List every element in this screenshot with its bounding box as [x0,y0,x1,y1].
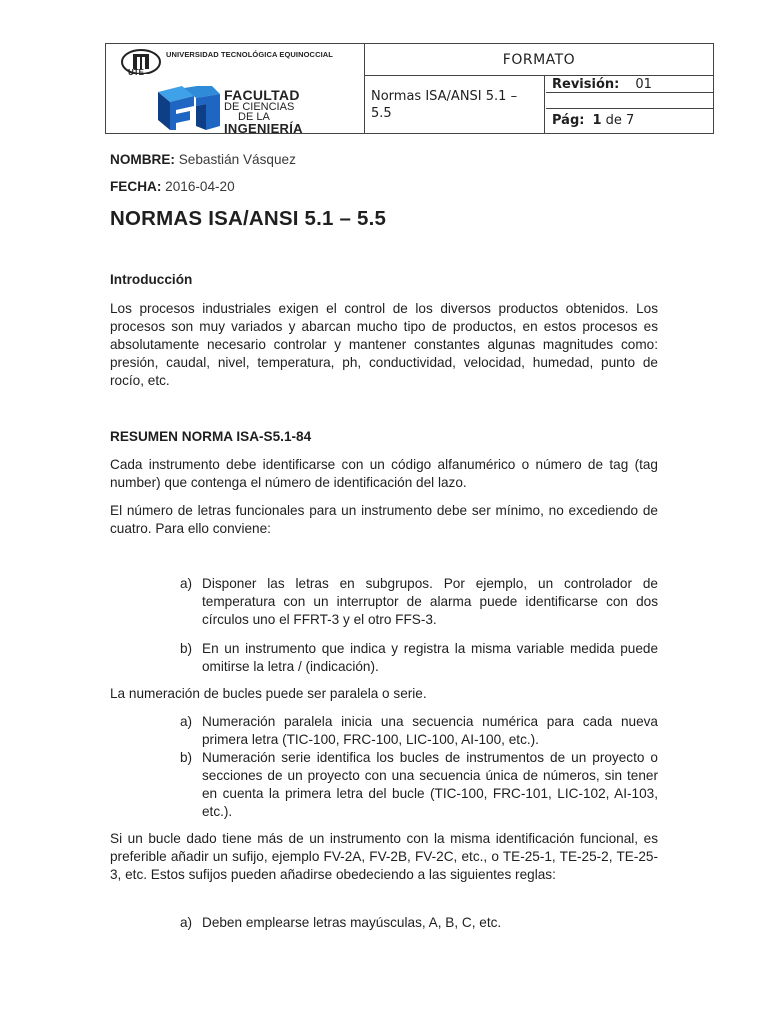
page-number: 1 [592,113,602,128]
list-marker: b) [180,641,193,656]
logo-cell [106,44,365,136]
university-name: UNIVERSIDAD TECNOLÓGICA EQUINOCCIAL [166,50,333,59]
summary-paragraph-1: Cada instrumento debe identificarse con un código alfanumérico o número de tag (tag number) que contenga el número de identificación del lazo. [110,457,658,490]
list-item [180,640,658,676]
list-marker: a) [180,714,193,729]
list-text: En un instrumento que indica y registra la misma variable medida puede omitirse la letra / (indicación). [202,641,658,674]
list-item [180,713,658,749]
revision-label: Revisión: [552,77,620,92]
ute-mark: UTE [128,68,144,77]
formato-cell: FORMATO [365,44,713,76]
list-text: Numeración paralela inicia una secuencia numérica para cada nueva primera letra (TIC-100, FRC-100, LIC-100, AI-100, etc.). [202,714,658,747]
list-marker: a) [180,915,193,930]
doc-title-cell: Normas ISA/ANSI 5.1 – 5.5 [365,76,545,133]
fecha-field [110,179,235,194]
list-item [180,575,658,629]
fecha-value: 2016-04-20 [165,179,235,194]
summary-paragraph-4: Si un bucle dado tiene más de un instrumento con la misma identificación funcional, es preferible añadir un sufijo, ejemplo FV-2A, FV-2B, FV-2C, etc., o TE-25-1, TE-25-2, TE-25-3, etc. Estos sufijos pueden añadirse obedeciendo a las siguientes reglas: [110,831,658,882]
summary-paragraph-2: El número de letras funcionales para un instrumento debe ser mínimo, no excediendo de cuatro. Para ello conviene: [110,503,658,536]
list-marker: a) [180,576,193,591]
list-marker: b) [180,750,193,765]
intro-paragraph: Los procesos industriales exigen el control de los diversos productos obtenidos. Los procesos son muy variados y abarcan mucho tipo de productos, en estos procesos es absolutamente necesario controlar y mantener constantes algunas magnitudes como: presión, caudal, nivel, temperatura, ph, conductividad, velocidad, humedad, punto de rocío, etc. [110,301,658,388]
page-total: de 7 [605,113,635,128]
nombre-label: NOMBRE: [110,152,175,167]
intro-heading: Introducción [110,272,193,287]
faculty-name: FACULTAD DE CIENCIAS DE LA INGENIERÍA [224,87,303,136]
list-item [180,914,658,932]
nombre-field [110,152,296,167]
fecha-label: FECHA: [110,179,162,194]
document-header [105,43,714,134]
page-label: Pág: [552,113,585,128]
blank-cell [546,94,713,109]
list-text: Numeración serie identifica los bucles de instrumentos de un proyecto o secciones de un proyecto con una secuencia única de números, sin tener en cuenta la primera letra del bucle (TIC-100, FRC-101, LIC-102, AI-103, etc.). [202,750,658,819]
summary-heading: RESUMEN NORMA ISA-S5.1-84 [110,429,312,444]
nombre-value: Sebastián Vásquez [178,152,296,167]
ute-seal-icon [120,47,162,83]
list-text: Disponer las letras en subgrupos. Por ejemplo, un controlador de temperatura con un interruptor de alarma puede identificarse con dos círculos uno el FFRT-3 y el otro FFS-3. [202,576,658,627]
revision-cell [546,76,713,93]
faculty-logo-icon [154,86,222,132]
page-cell [546,109,713,133]
revision-value: 01 [635,77,652,92]
document-title: NORMAS ISA/ANSI 5.1 – 5.5 [110,207,387,230]
list-text: Deben emplearse letras mayúsculas, A, B, C, etc. [202,915,502,930]
summary-paragraph-3: La numeración de bucles puede ser paralela o serie. [110,686,427,701]
list-item [180,749,658,821]
